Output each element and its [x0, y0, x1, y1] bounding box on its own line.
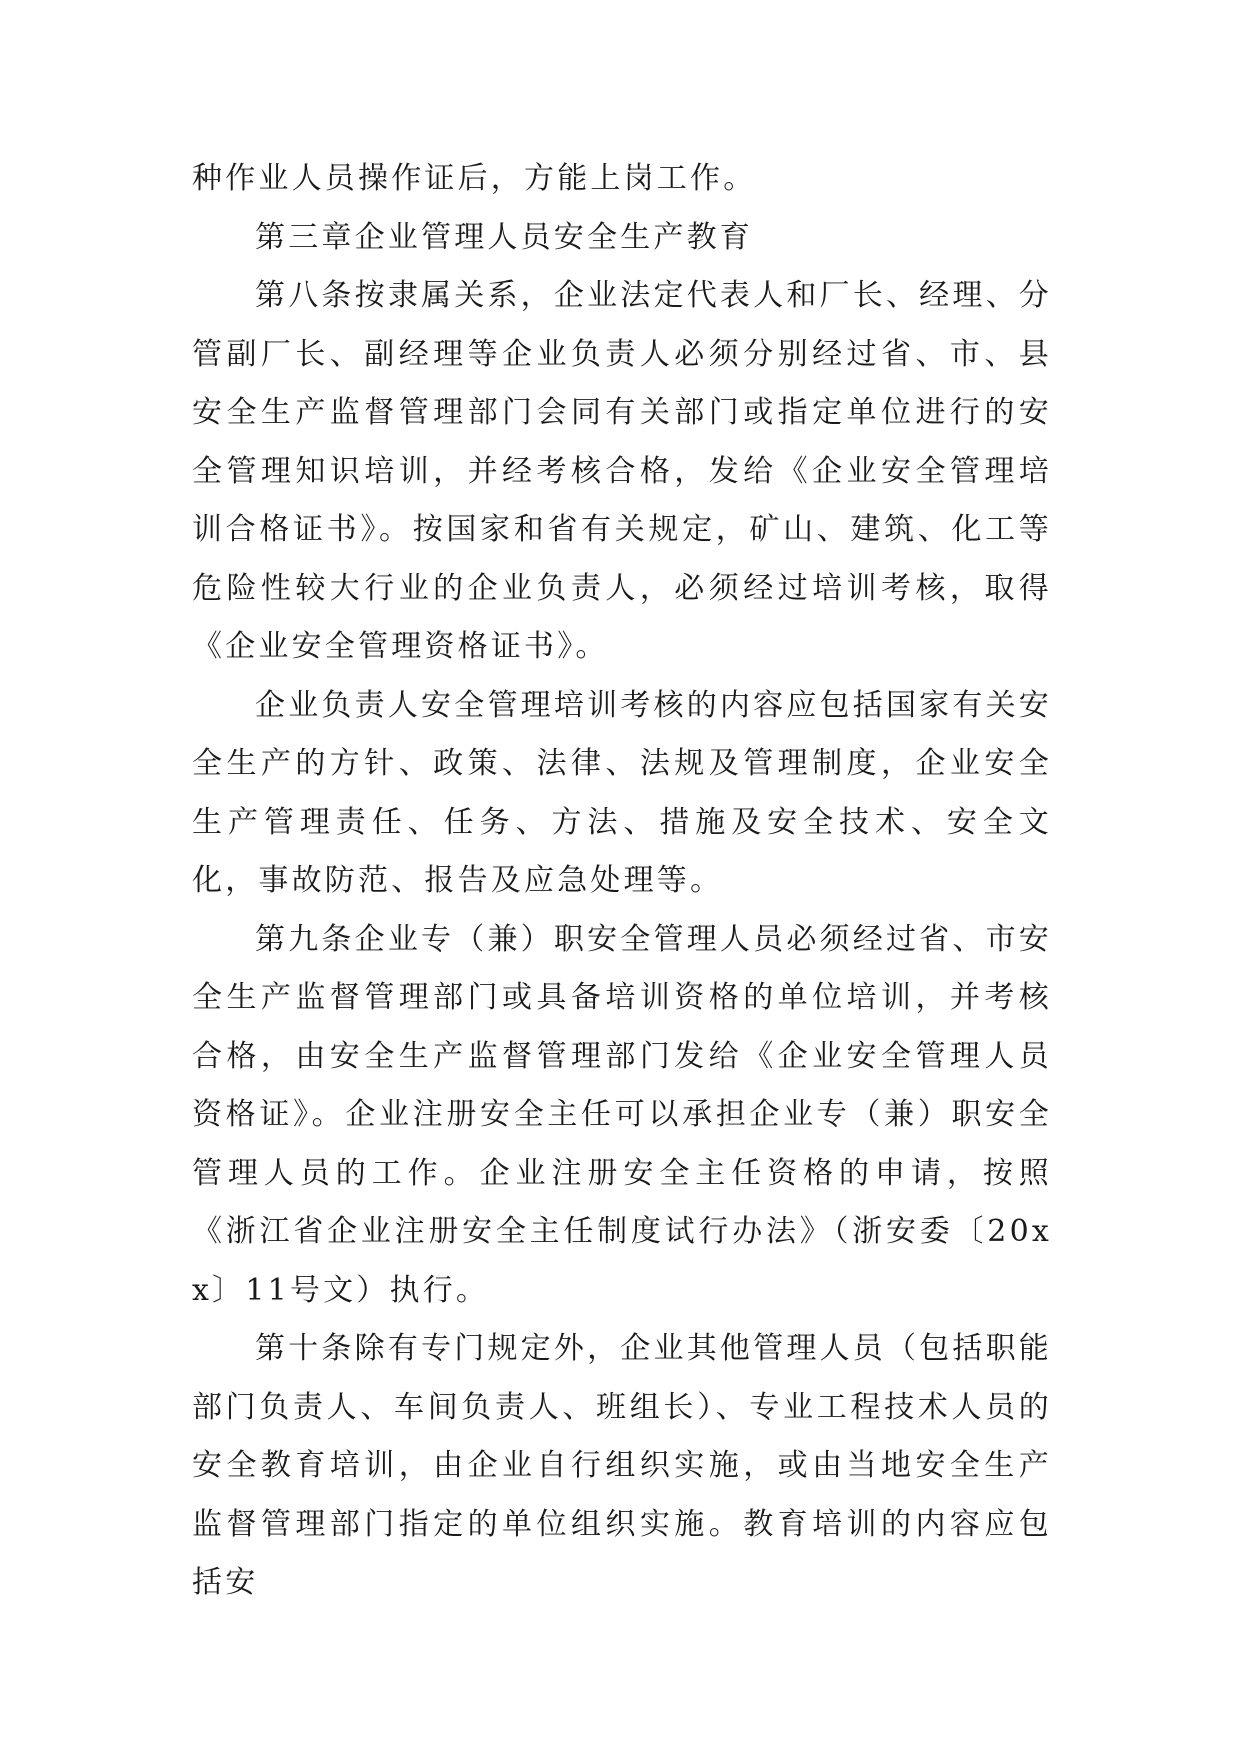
article-8-paragraph: 第八条按隶属关系，企业法定代表人和厂长、经理、分管副厂长、副经理等企业负责人必须分别经过省、市、县安全生产监督管理部门会同有关部门或指定单位进行的安全管理知识培训，并经考核合格，发给《企业安全管理培训合格证书》。按国家和省有关规定，矿山、建筑、化工等危险性较大行业的企业负责人，必须经过培训考核，取得《企业安全管理资格证书》。 — [192, 278, 1052, 664]
training-content-paragraph: 企业负责人安全管理培训考核的内容应包括国家有关安全生产的方针、政策、法律、法规及管理制度，企业安全生产管理责任、任务、方法、措施及安全技术、安全文化，事故防范、报告及应急处理等。 — [192, 687, 1052, 898]
chapter-heading: 第三章企业管理人员安全生产教育 — [255, 219, 753, 255]
article-10-paragraph: 第十条除有专门规定外，企业其他管理人员（包括职能部门负责人、车间负责人、班组长）、专业工程技术人员的安全教育培训，由企业自行组织实施，或由当地安全生产监督管理部门指定的单位组织实施。教育培训的内容应包括安 — [192, 1331, 1052, 1600]
document-body — [192, 150, 1052, 1613]
paragraph-continuation: 种作业人员操作证后，方能上岗工作。 — [192, 161, 757, 196]
article-9-paragraph: 第九条企业专（兼）职安全管理人员必须经过省、市安全生产监督管理部门或具备培训资格的单位培训，并考核合格，由安全生产监督管理部门发给《企业安全管理人员资格证》。企业注册安全主任可以承担企业专（兼）职安全管理人员的工作。企业注册安全主任资格的申请，按照《浙江省企业注册安全主任制度试行办法》（浙安委〔20xx〕11号文）执行。 — [192, 921, 1052, 1308]
